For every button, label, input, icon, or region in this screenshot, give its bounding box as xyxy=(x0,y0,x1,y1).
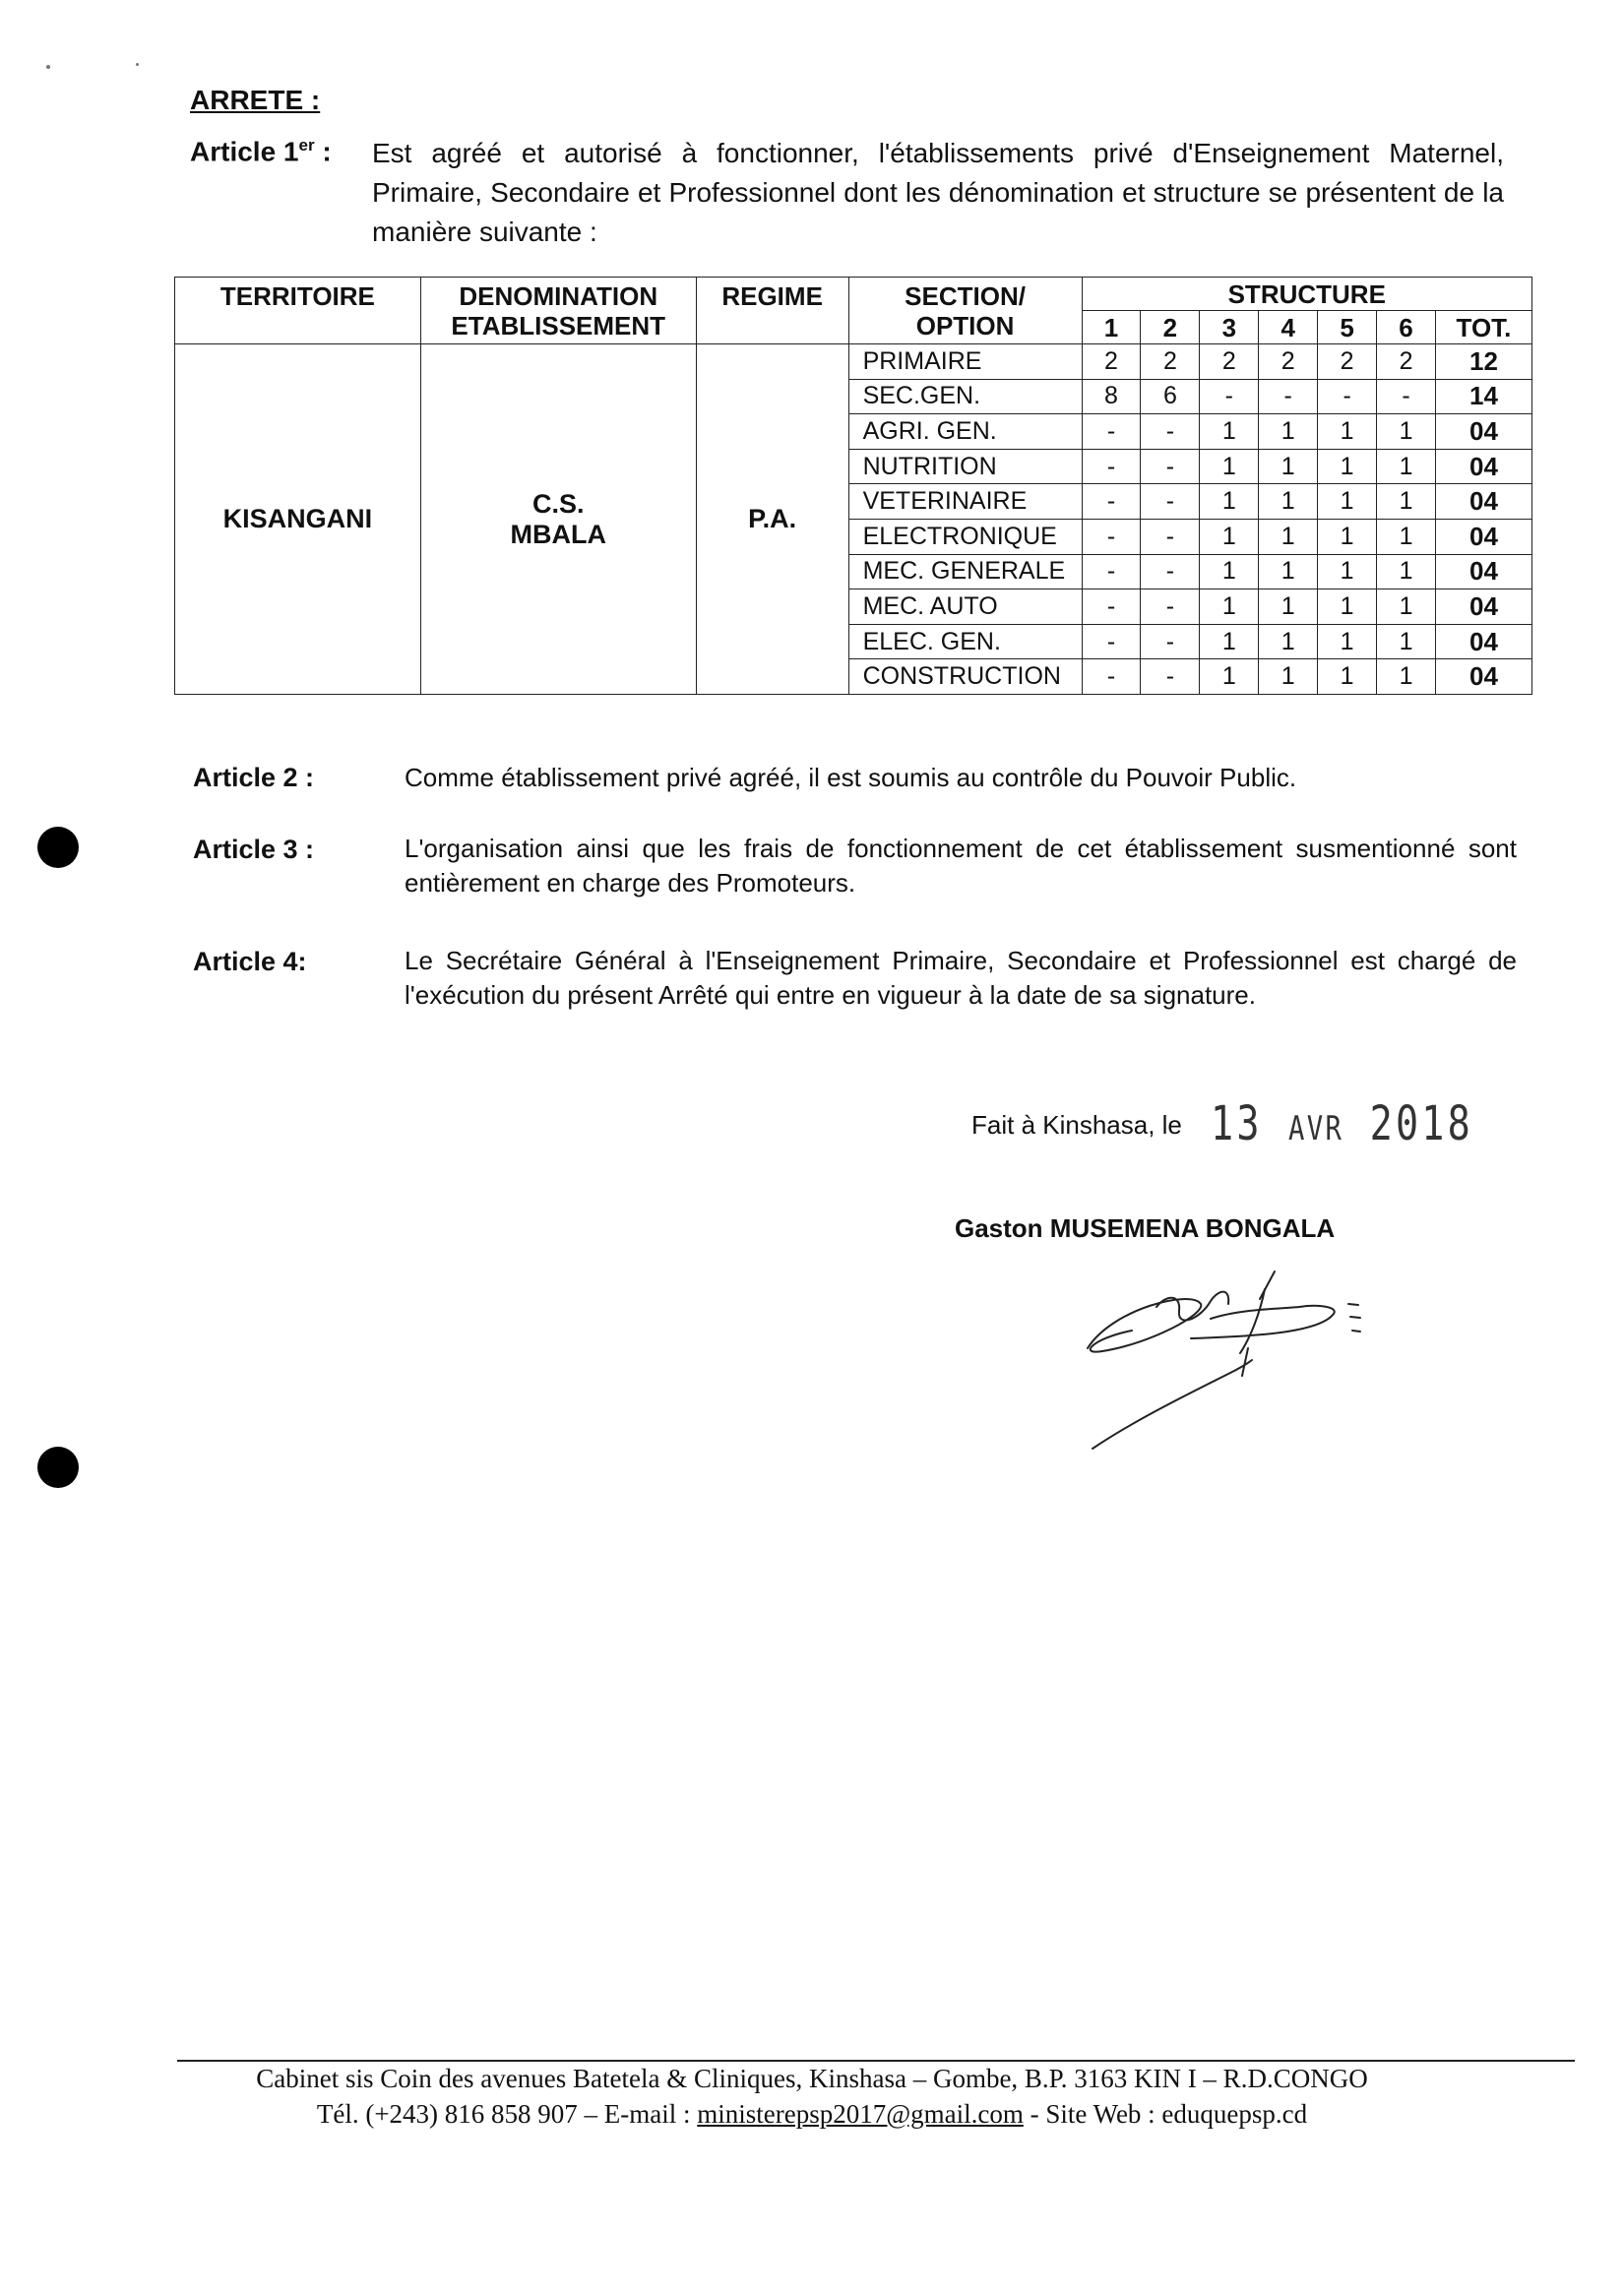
year-value: - xyxy=(1318,379,1377,414)
year-value: 1 xyxy=(1200,624,1259,659)
header-denomination-line2: ETABLISSEMENT xyxy=(451,310,666,341)
year-value: - xyxy=(1082,659,1141,695)
section-cell: MEC. GENERALE xyxy=(848,554,1082,589)
punch-hole-icon xyxy=(37,1447,79,1488)
total-value: 14 xyxy=(1435,379,1531,414)
article-2-text: Comme établissement privé agréé, il est soumis au contrôle du Pouvoir Public. xyxy=(405,763,1297,792)
date-stamp-month: AVR xyxy=(1287,1109,1344,1148)
year-value: 1 xyxy=(1318,449,1377,484)
year-value: - xyxy=(1082,484,1141,520)
article-3-text: L'organisation ainsi que les frais de fonctionnement de cet établissement susmentionné sont entièrement en charge des Promoteurs. xyxy=(405,834,1517,898)
year-value: - xyxy=(1082,519,1141,554)
header-denomination-line1: DENOMINATION xyxy=(459,280,658,311)
total-value: 04 xyxy=(1435,414,1531,450)
year-value: 1 xyxy=(1318,414,1377,450)
year-value: 1 xyxy=(1259,659,1318,695)
year-value: 1 xyxy=(1377,589,1436,625)
total-value: 04 xyxy=(1435,624,1531,659)
year-value: 1 xyxy=(1318,624,1377,659)
year-value: - xyxy=(1200,379,1259,414)
place-of-signing: Fait à Kinshasa, le xyxy=(971,1110,1182,1140)
year-value: 1 xyxy=(1259,449,1318,484)
article-2-label: Article 2 : xyxy=(193,763,315,792)
article-3-label: Article 3 : xyxy=(193,835,315,864)
year-value: 1 xyxy=(1200,589,1259,625)
year-value: - xyxy=(1141,624,1200,659)
year-value: 1 xyxy=(1259,484,1318,520)
section-cell: SEC.GEN. xyxy=(848,379,1082,414)
year-value: 1 xyxy=(1200,449,1259,484)
year-value: 1 xyxy=(1377,414,1436,450)
year-value: 1 xyxy=(1259,589,1318,625)
year-value: 2 xyxy=(1377,344,1436,380)
date-stamp xyxy=(1211,1096,1473,1151)
total-value: 04 xyxy=(1435,554,1531,589)
year-value: 1 xyxy=(1377,554,1436,589)
year-value: 1 xyxy=(1200,519,1259,554)
year-value: - xyxy=(1082,589,1141,625)
year-value: - xyxy=(1141,414,1200,450)
year-value: - xyxy=(1141,659,1200,695)
year-value: 1 xyxy=(1377,624,1436,659)
total-value: 04 xyxy=(1435,519,1531,554)
section-cell: ELEC. GEN. xyxy=(848,624,1082,659)
header-year-4: 4 xyxy=(1259,311,1318,344)
section-cell: ELECTRONIQUE xyxy=(848,519,1082,554)
year-value: - xyxy=(1141,519,1200,554)
year-value: 1 xyxy=(1259,414,1318,450)
year-value: 1 xyxy=(1318,484,1377,520)
article-4-text: Le Secrétaire Général à l'Enseignement Primaire, Secondaire et Professionnel est chargé de l'exécution du présent Arrêté qui entre en vigueur à la date de sa signature. xyxy=(405,946,1517,1010)
year-value: 1 xyxy=(1318,589,1377,625)
year-value: 1 xyxy=(1318,659,1377,695)
article-1-label xyxy=(190,136,332,167)
article-1-label-sup: er xyxy=(298,136,315,155)
year-value: 8 xyxy=(1082,379,1141,414)
year-value: 1 xyxy=(1259,554,1318,589)
year-value: - xyxy=(1141,484,1200,520)
section-cell: VETERINAIRE xyxy=(848,484,1082,520)
footer-email-link[interactable]: ministerepsp2017@gmail.com xyxy=(697,2099,1024,2129)
year-value: - xyxy=(1377,379,1436,414)
header-year-5: 5 xyxy=(1318,311,1377,344)
denomination-line1: C.S. xyxy=(531,488,585,519)
section-cell: AGRI. GEN. xyxy=(848,414,1082,450)
article-1-text: Est agréé et autorisé à fonctionner, l'établissements privé d'Enseignement Maternel, Primaire, Secondaire et Professionnel dont les dénomination et structure se présentent de la manière suivante : xyxy=(372,138,1504,247)
year-value: 1 xyxy=(1318,519,1377,554)
section-cell: CONSTRUCTION xyxy=(848,659,1082,695)
structure-table xyxy=(174,277,1532,695)
total-value: 04 xyxy=(1435,659,1531,695)
decree-heading: ARRETE : xyxy=(190,85,321,115)
header-year-1: 1 xyxy=(1082,311,1141,344)
year-value: 1 xyxy=(1200,659,1259,695)
signer-name: Gaston MUSEMENA BONGALA xyxy=(955,1213,1336,1243)
total-value: 12 xyxy=(1435,344,1531,380)
year-value: - xyxy=(1082,624,1141,659)
year-value: - xyxy=(1082,414,1141,450)
header-year-3: 3 xyxy=(1200,311,1259,344)
header-total: TOT. xyxy=(1435,311,1531,344)
year-value: 1 xyxy=(1377,659,1436,695)
year-value: 1 xyxy=(1377,449,1436,484)
footer-contact xyxy=(157,2099,1467,2130)
section-cell: NUTRITION xyxy=(848,449,1082,484)
total-value: 04 xyxy=(1435,449,1531,484)
year-value: 1 xyxy=(1200,554,1259,589)
year-value: 2 xyxy=(1082,344,1141,380)
year-value: 2 xyxy=(1141,344,1200,380)
section-cell: MEC. AUTO xyxy=(848,589,1082,625)
year-value: 2 xyxy=(1318,344,1377,380)
date-stamp-year: 2018 xyxy=(1369,1096,1473,1151)
header-territoire: TERRITOIRE xyxy=(175,278,421,344)
section-cell: PRIMAIRE xyxy=(848,344,1082,380)
date-stamp-day: 13 xyxy=(1211,1096,1263,1151)
year-value: - xyxy=(1259,379,1318,414)
year-value: - xyxy=(1141,449,1200,484)
header-structure: STRUCTURE xyxy=(1082,278,1531,311)
year-value: 1 xyxy=(1259,624,1318,659)
total-value: 04 xyxy=(1435,484,1531,520)
year-value: 2 xyxy=(1200,344,1259,380)
article-1-label-suffix: : xyxy=(314,136,332,167)
footer-divider xyxy=(177,2060,1575,2062)
denomination-cell xyxy=(420,344,696,695)
punch-hole-icon xyxy=(37,827,79,868)
year-value: - xyxy=(1141,554,1200,589)
header-denomination xyxy=(420,278,696,344)
header-section-line2: OPTION xyxy=(915,310,1015,341)
year-value: 1 xyxy=(1318,554,1377,589)
footer-website: - Site Web : eduquepsp.cd xyxy=(1023,2099,1308,2129)
article-1-label-main: Article 1 xyxy=(190,136,299,167)
header-section-line1: SECTION/ xyxy=(905,280,1026,311)
scan-speck xyxy=(136,63,139,66)
denomination-line2: MBALA xyxy=(510,519,606,549)
territoire-cell: KISANGANI xyxy=(175,344,421,695)
year-value: 2 xyxy=(1259,344,1318,380)
year-value: - xyxy=(1141,589,1200,625)
footer-address: Cabinet sis Coin des avenues Batetela & Cliniques, Kinshasa – Gombe, B.P. 3163 KIN I – R.D.CONGO xyxy=(256,2064,1368,2093)
header-year-6: 6 xyxy=(1377,311,1436,344)
year-value: - xyxy=(1082,554,1141,589)
year-value: 1 xyxy=(1377,519,1436,554)
header-section xyxy=(848,278,1082,344)
year-value: 1 xyxy=(1200,484,1259,520)
regime-cell: P.A. xyxy=(696,344,848,695)
year-value: 1 xyxy=(1200,414,1259,450)
year-value: - xyxy=(1082,449,1141,484)
year-value: 6 xyxy=(1141,379,1200,414)
footer-phone: Tél. (+243) 816 858 907 – E-mail : xyxy=(316,2099,698,2129)
handwritten-signature xyxy=(1073,1250,1398,1456)
year-value: 1 xyxy=(1259,519,1318,554)
article-4-label: Article 4: xyxy=(193,947,307,976)
scan-speck xyxy=(46,65,50,69)
year-value: 1 xyxy=(1377,484,1436,520)
header-year-2: 2 xyxy=(1141,311,1200,344)
header-regime: REGIME xyxy=(696,278,848,344)
total-value: 04 xyxy=(1435,589,1531,625)
